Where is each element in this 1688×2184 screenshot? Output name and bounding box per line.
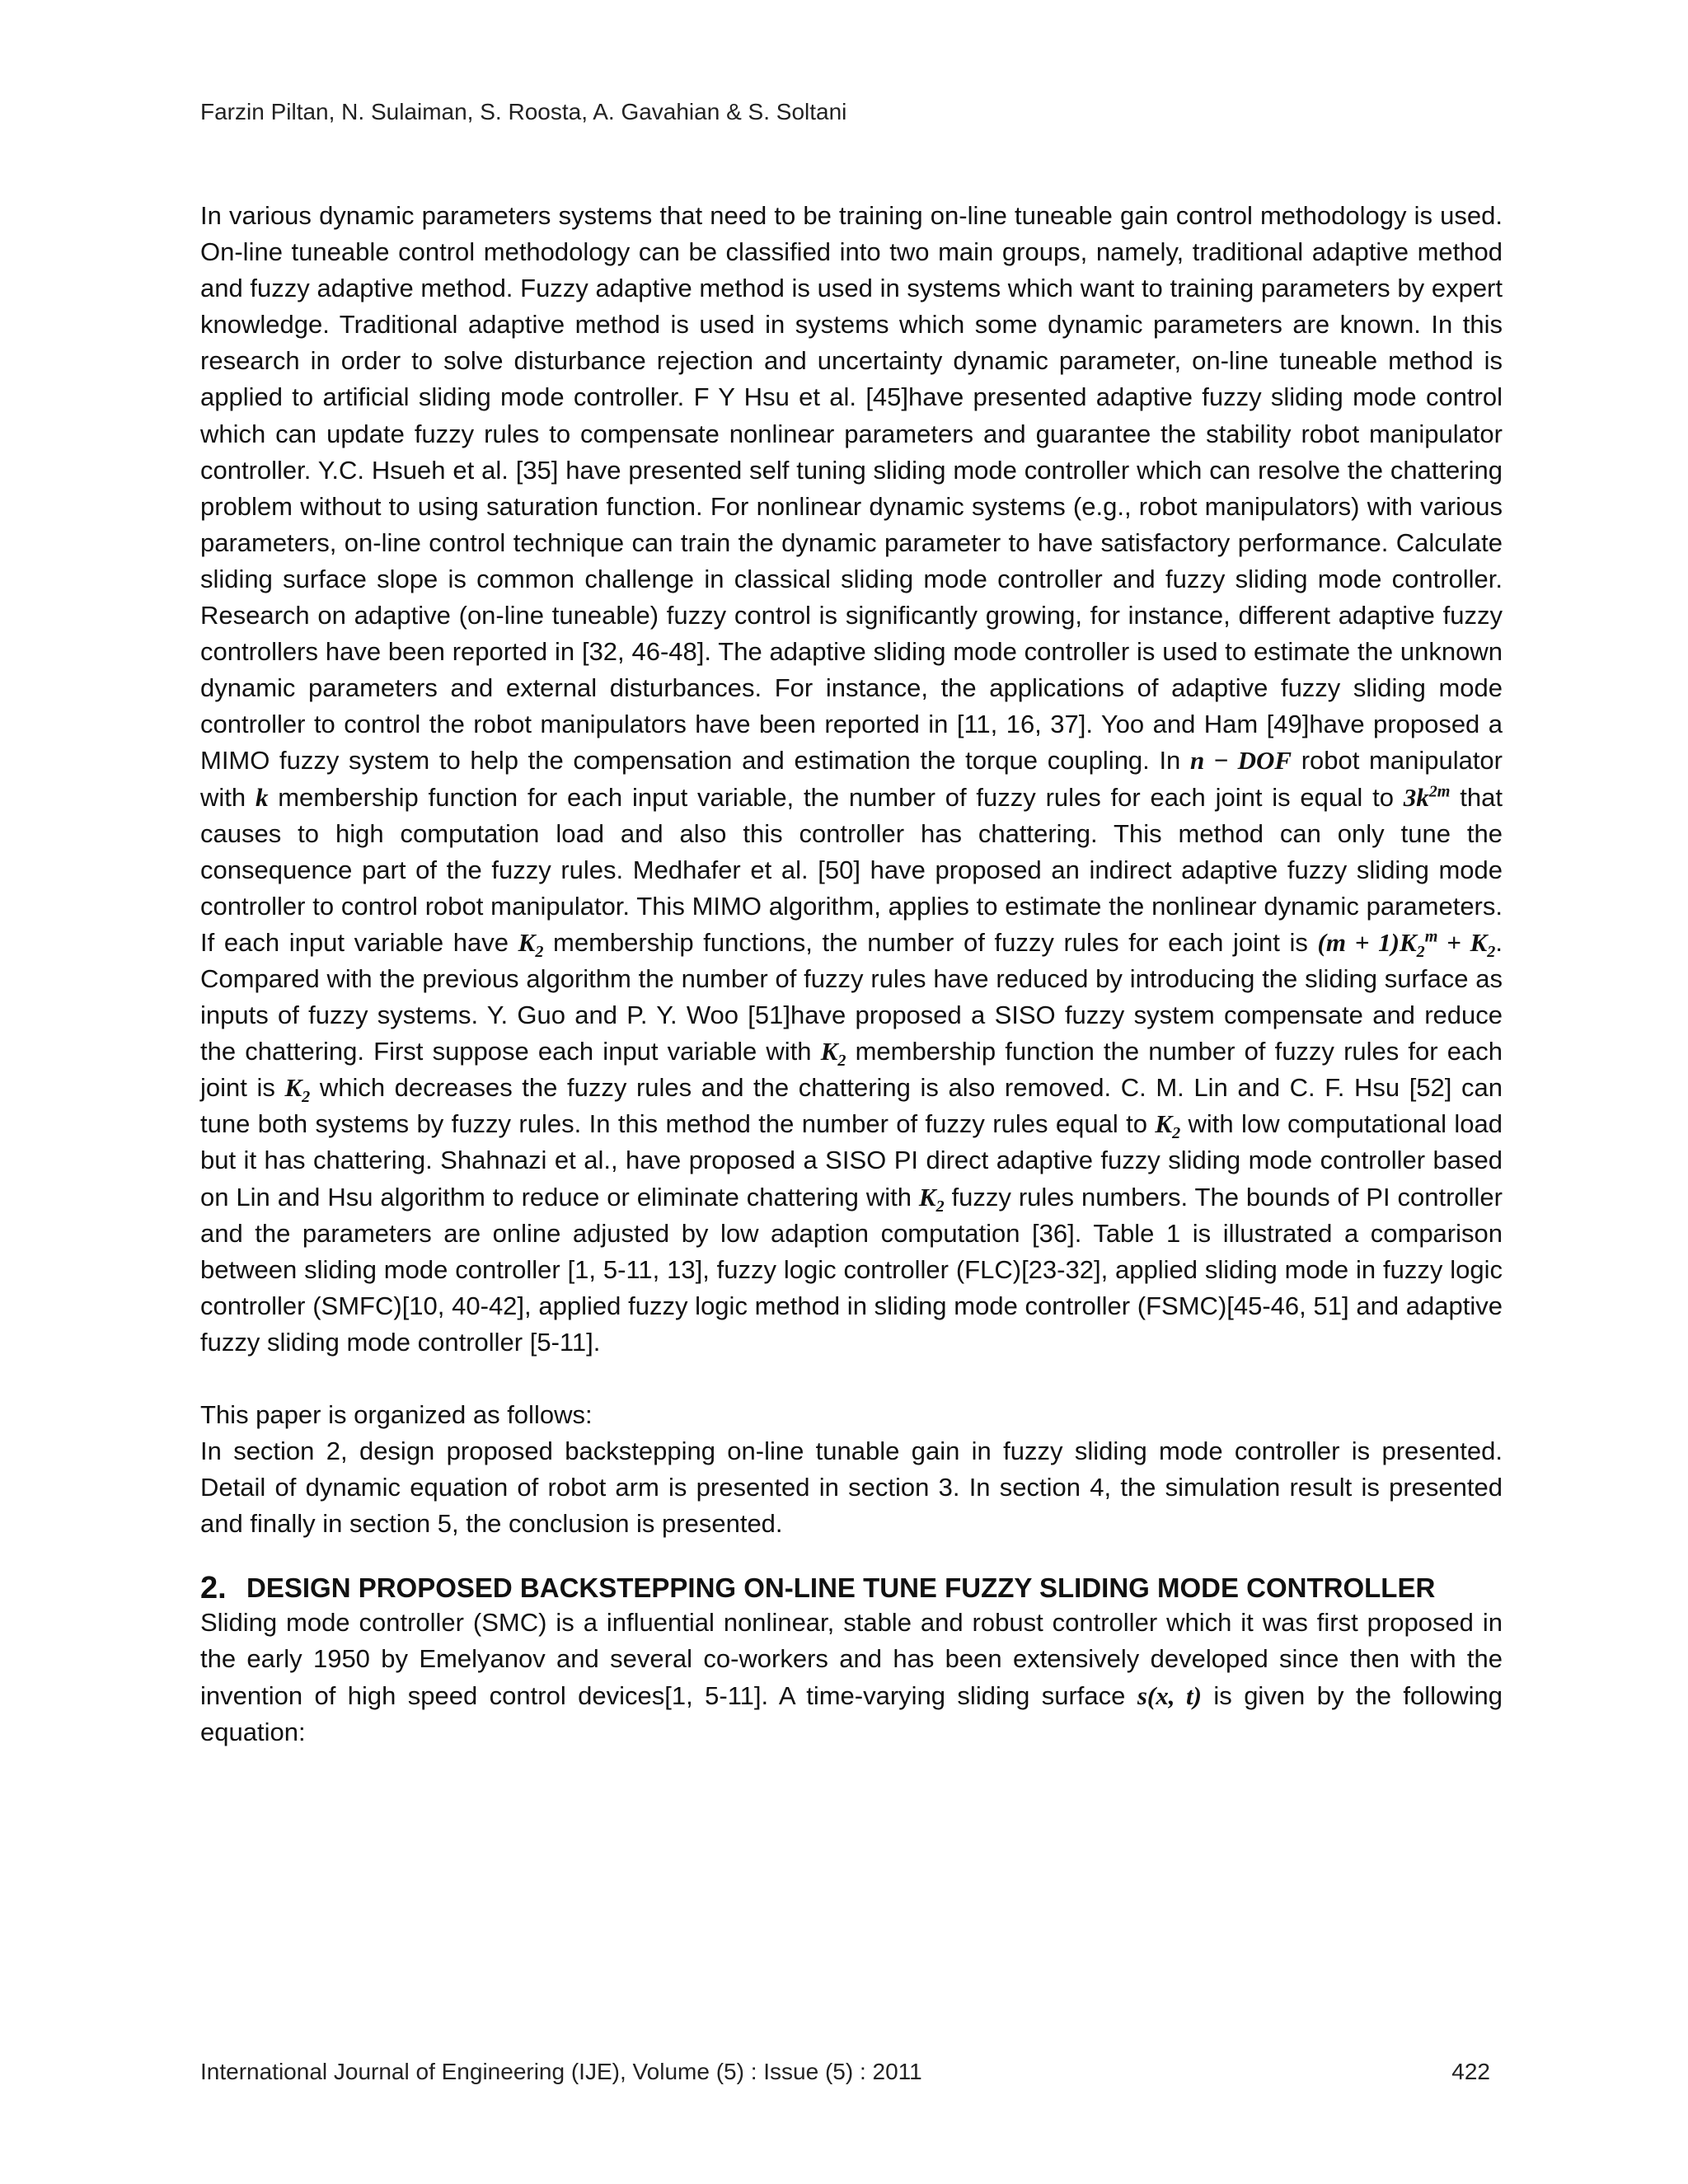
- text-span: with low computational load but it has chattering. Shahnazi et al., have proposed a SISO PI direct adaptive fuzzy sliding mode controller based on Lin and Hsu algorithm to reduce or eliminate chattering with: [200, 1109, 1503, 1212]
- page-number: 422: [1451, 2059, 1490, 2084]
- text-span: which decreases the fuzzy rules and the chattering is also removed. C. M. Lin and C. F. Hsu [52] can tune both systems by fuzzy rules. In this method the number of fuzzy rules equal to: [200, 1073, 1503, 1139]
- text-span: membership function the number of fuzzy rules for each joint is: [200, 1037, 1503, 1103]
- math-base: + K: [1437, 927, 1488, 957]
- organization-line: This paper is organized as follows:: [200, 1400, 593, 1429]
- journal-citation: International Journal of Engineering (IJE), Volume (5) : Issue (5) : 2011: [200, 2059, 922, 2084]
- text-span: . Compared with the previous algorithm the number of fuzzy rules have reduced by introducing the sliding surface as inputs of fuzzy systems. Y. Guo and P. Y. Woo [51]have proposed a SISO fuzzy system compensate and reduce the chattering. First suppose each input variable with: [200, 927, 1503, 1066]
- math-subscript: 2: [535, 943, 544, 962]
- math-k2: [518, 927, 544, 962]
- text-span: Sliding mode controller (SMC) is a influential nonlinear, stable and robust controller which it was first proposed in the early 1950 by Emelyanov and several co-workers and has been extensively developed since then with the invention of high speed control devices[1, 5-11]. A time-varying sliding surface: [200, 1608, 1503, 1710]
- math-base: K: [820, 1037, 838, 1066]
- math-base: K: [284, 1073, 302, 1103]
- text-span: is given by the following equation:: [200, 1680, 1503, 1746]
- section-number: 2.: [200, 1571, 227, 1606]
- math-k2: [820, 1037, 846, 1071]
- math-subscript: 2: [1487, 943, 1496, 962]
- intro-paragraph: [200, 198, 1503, 1361]
- organization-paragraph: In section 2, design proposed backstepping on-line tunable gain in fuzzy sliding mode controller is presented. Detail of dynamic equation of robot arm is presented in section 3. In section 4, the simulation result is presented and finally in section 5, the conclusion is presented.: [200, 1436, 1503, 1539]
- math-subscript: 2: [1416, 943, 1425, 962]
- math-k2: [1155, 1109, 1181, 1143]
- math-n-dof: n − DOF: [1189, 746, 1292, 776]
- text-span: membership functions, the number of fuzzy rules for each joint is: [543, 927, 1318, 957]
- text-span: robot manipulator with: [200, 746, 1503, 812]
- math-base: K: [918, 1182, 936, 1212]
- math-3k-2m: [1404, 783, 1451, 812]
- math-s-x-t: s(x, t): [1137, 1680, 1202, 1710]
- section-title: DESIGN PROPOSED BACKSTEPPING ON-LINE TUNE FUZZY SLIDING MODE CONTROLLER: [246, 1572, 1436, 1604]
- math-exponent: m: [1424, 927, 1438, 946]
- text-span: membership function for each input variable, the number of fuzzy rules for each joint is equal to: [268, 782, 1404, 812]
- math-subscript: 2: [1172, 1124, 1181, 1143]
- section-heading: [200, 1572, 1503, 1605]
- math-rule-count-formula: [1317, 927, 1496, 962]
- math-k2: [284, 1073, 311, 1107]
- math-subscript: 2: [302, 1088, 311, 1107]
- math-base: K: [518, 927, 536, 957]
- math-exponent: 2m: [1428, 782, 1451, 801]
- math-base: K: [1155, 1109, 1173, 1139]
- text-span: In various dynamic parameters systems that need to be training on-line tuneable gain control methodology is used. On-line tuneable control methodology can be classified into two main groups, namely, traditional adaptive method and fuzzy adaptive method. Fuzzy adaptive method is used in systems which want to training parameters by expert knowledge. Traditional adaptive method is used in systems which some dynamic parameters are known. In this research in order to solve disturbance rejection and uncertainty dynamic parameter, on-line tuneable method is applied to artificial sliding mode controller. F Y Hsu et al. [45]have presented adaptive fuzzy sliding mode control which can update fuzzy rules to compensate nonlinear parameters and guarantee the stability robot manipulator controller. Y.C. Hsueh et al. [35] have presented self tuning sliding mode controller which can resolve the chattering problem without to using saturation function. For nonlinear dynamic systems (e.g., robot manipulators) with various parameters, on-line control technique can train the dynamic parameter to have satisfactory performance. Calculate sliding surface slope is common challenge in classical sliding mode controller and fuzzy sliding mode controller. Research on adaptive (on-line tuneable) fuzzy control is significantly growing, for instance, different adaptive fuzzy controllers have been reported in [32, 46-48]. The adaptive sliding mode controller is used to estimate the unknown dynamic parameters and external disturbances. For instance, the applications of adaptive fuzzy sliding mode controller to control the robot manipulators have been reported in [11, 16, 37]. Yoo and Ham [49]have proposed a MIMO fuzzy system to help the compensation and estimation the torque coupling. In: [200, 201, 1503, 776]
- math-k: k: [255, 782, 269, 812]
- page-body: [200, 198, 1503, 1750]
- smc-paragraph: [200, 1605, 1503, 1750]
- math-subscript: 2: [837, 1052, 846, 1071]
- page-footer: [200, 2057, 1490, 2087]
- text-span: that causes to high computation load and also this controller has chattering. This method can only tune the consequence part of the fuzzy rules. Medhafer et al. [50] have proposed an indirect adaptive fuzzy sliding mode controller to control robot manipulator. This MIMO algorithm, applies to estimate the nonlinear dynamic parameters. If each input variable have: [200, 782, 1503, 957]
- math-base: (m + 1)K: [1317, 927, 1417, 957]
- math-k2: [918, 1182, 945, 1216]
- math-base: 3k: [1403, 782, 1429, 812]
- math-subscript: 2: [935, 1197, 945, 1216]
- running-header: Farzin Piltan, N. Sulaiman, S. Roosta, A. Gavahian & S. Soltani: [200, 99, 847, 124]
- text-span: fuzzy rules numbers. The bounds of PI controller and the parameters are online adjusted by low adaption computation [36]. Table 1 is illustrated a comparison between sliding mode controller [1, 5-11, 13], fuzzy logic controller (FLC)[23-32], applied sliding mode in fuzzy logic controller (SMFC)[10, 40-42], applied fuzzy logic method in sliding mode controller (FSMC)[45-46, 51] and adaptive fuzzy sliding mode controller [5-11].: [200, 1182, 1503, 1357]
